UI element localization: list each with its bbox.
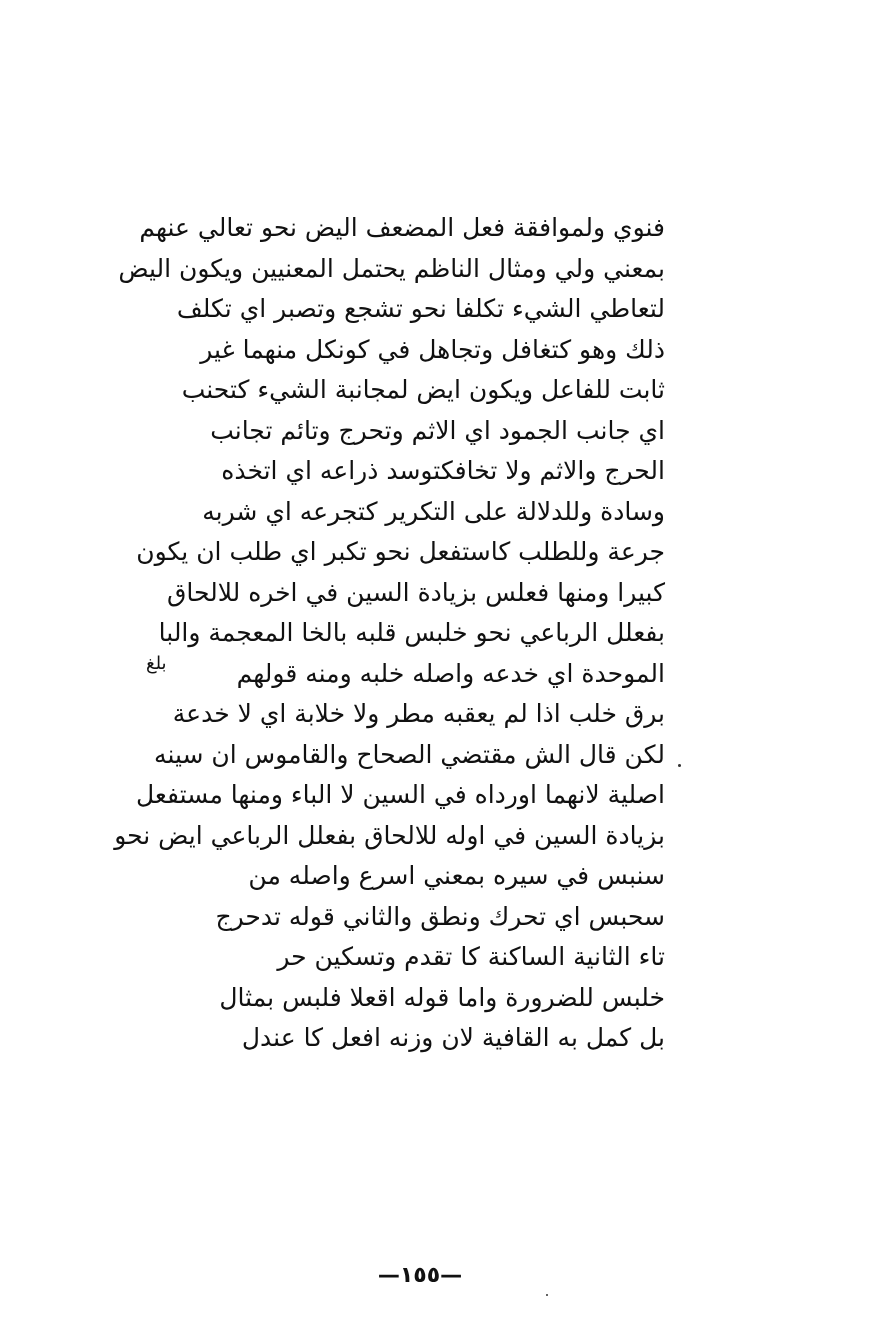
manuscript-line: بمعني ولي ومثال الناظم يحتمل المعنيين ويكون اليض (118, 253, 665, 283)
manuscript-line: اي جانب الجمود اي الاثم وتحرج وتائم تجانب (210, 415, 665, 445)
manuscript-line: الموحدة اي خدعه واصله خلبه ومنه قولهم (236, 658, 665, 688)
manuscript-line: بفعلل الرباعي نحو خلبس قلبه بالخا المعجمة والبا (158, 618, 665, 647)
manuscript-line: الحرج والاثم ولا تخافكتوسد ذراعه اي اتخذه (221, 456, 665, 485)
manuscript-line: برق خلب اذا لم يعقبه مطر ولا خلابة اي لا خدعة (172, 699, 665, 728)
manuscript-line: سحبس اي تحرك ونطق والثاني قوله تدحرج (215, 901, 665, 931)
manuscript-line: فنوي ولموافقة فعل المضعف اليض نحو تعالي عنهم (139, 213, 665, 242)
manuscript-line: بل كمل به القافية لان وزنه افعل كا عندل (241, 1023, 665, 1052)
page-number: —١٥٥— (377, 1263, 463, 1288)
manuscript-line: لتعاطي الشيء تكلفا نحو تشجع وتصبر اي تكلف (176, 294, 665, 323)
manuscript-line: تاء الثانية الساكنة كا تقدم وتسكين حر (277, 942, 665, 971)
ink-speck (678, 764, 681, 767)
manuscript-line: لكن قال الش مقتضي الصحاح والقاموس ان سينه (154, 739, 665, 769)
manuscript-line: جرعة وللطلب كاستفعل نحو تكبر اي طلب ان يكون (136, 537, 665, 566)
margin-note: بلغ (146, 653, 167, 674)
manuscript-line: سنبس في سيره بمعني اسرع واصله من (248, 861, 665, 890)
manuscript-line: ثابت للفاعل ويكون ايض لمجانبة الشيء كتحنب (181, 375, 665, 404)
manuscript-line: ذلك وهو كتغافل وتجاهل في كونكل منهما غير (200, 334, 665, 364)
manuscript-line: بزيادة السين في اوله للالحاق بفعلل الرباعي ايض نحو (114, 820, 665, 850)
manuscript-line: وسادة وللدلالة على التكرير كتجرعه اي شربه (202, 496, 665, 526)
manuscript-line: اصلية لانهما اورداه في السين لا الباء ومنها مستفعل (135, 780, 665, 809)
manuscript-line: كبيرا ومنها فعلس بزيادة السين في اخره للالحاق (166, 577, 665, 607)
manuscript-line: خلبس للضرورة واما قوله اقعلا فلبس بمثال (219, 982, 665, 1012)
ink-speck (546, 1294, 548, 1296)
